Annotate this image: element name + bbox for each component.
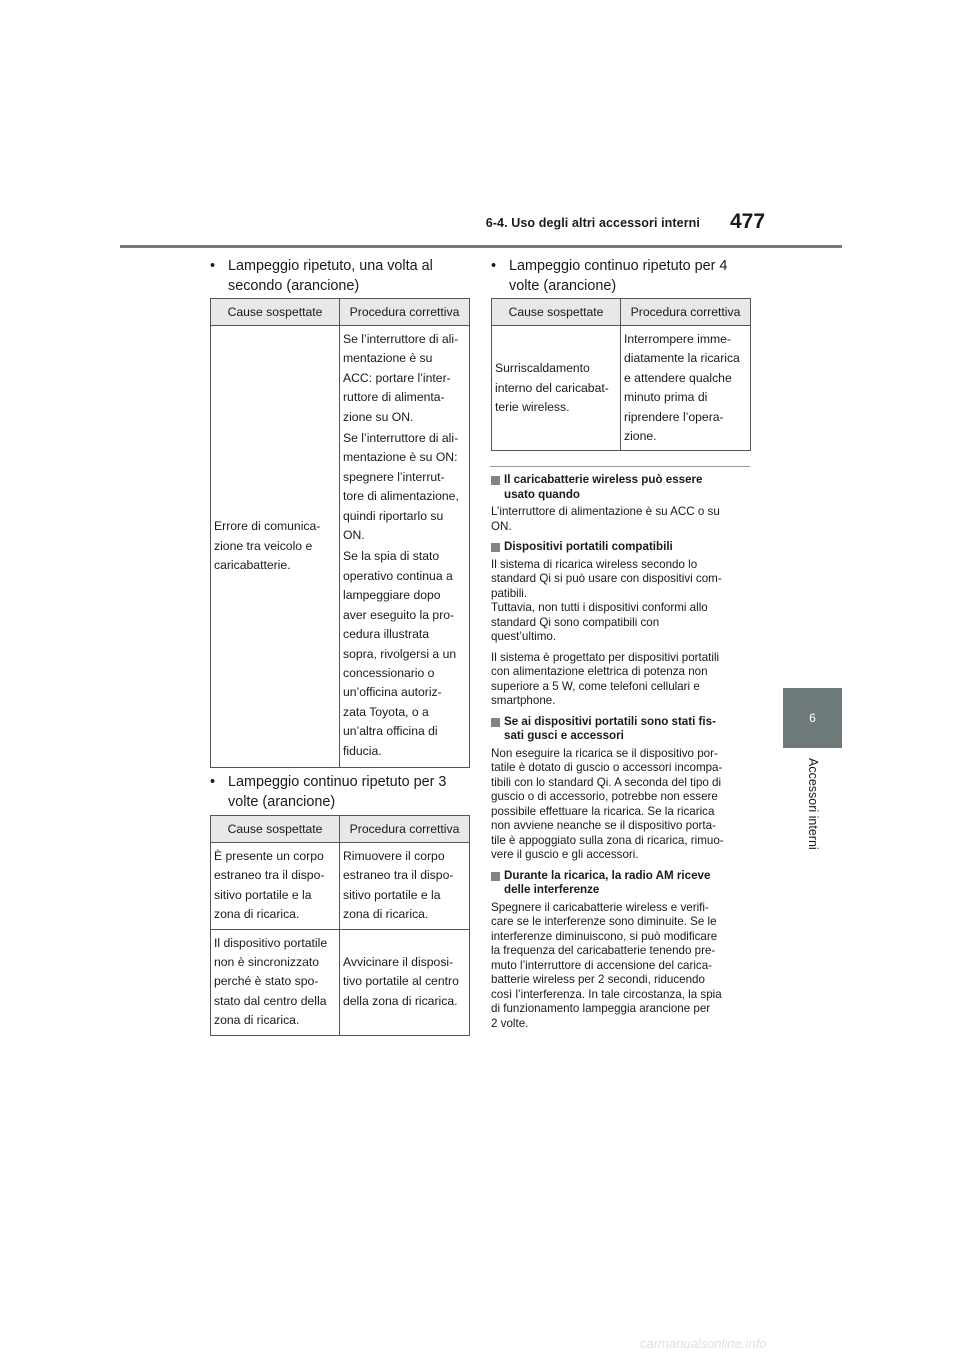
fault-table-3 (491, 298, 751, 451)
page-number: 477 (730, 210, 766, 233)
procedure-paragraph: Se l’interruttore di ali- mentazione è su ON: spegnere l’interrut- tore di alimentazione, quindi riportarlo su ON. (343, 431, 459, 543)
bullet-dot: • (491, 258, 497, 274)
bullet-item (491, 256, 753, 296)
column-header-procedure: Procedura correttiva (621, 299, 751, 326)
bullet-item (210, 772, 472, 812)
column-header-cause: Cause sospettate (492, 299, 621, 326)
bullet-dot: • (210, 258, 216, 274)
right-column (491, 256, 753, 296)
bullet-text: Lampeggio continuo ripetuto per 4 volte (arancione) (509, 258, 728, 294)
note-paragraph: Il sistema di ricarica wireless secondo lo standard Qi si può usare con dispositivi com- patibili. Tuttavia, non tutti i dispositivi conformi allo standard Qi sono compatibili con quest’ultimo. (491, 557, 722, 643)
left-column-2 (210, 772, 472, 812)
square-bullet-icon (491, 543, 500, 552)
section-title: 6-4. Uso degli altri accessori interni (485, 216, 700, 230)
fault-table-2 (210, 815, 470, 1036)
column-header-cause: Cause sospettate (211, 816, 340, 843)
cause-cell: Surriscaldamento interno del caricabat- terie wireless. (492, 326, 621, 451)
header-divider (120, 245, 842, 248)
square-bullet-icon (491, 872, 500, 881)
left-column (210, 256, 472, 296)
procedure-cell: Interrompere imme- diatamente la ricarica e attendere qualche minuto prima di riprendere l’opera- zione. (621, 326, 751, 451)
table-row (211, 929, 470, 1035)
column-header-cause: Cause sospettate (211, 299, 340, 326)
bullet-item (210, 256, 472, 296)
procedure-paragraph: Se la spia di stato operativo continua a lampeggiare dopo aver eseguito la pro- cedura illustrata sopra, rivolgersi a un concessionario o un’officina autoriz- zata Toyota, o a un’altra officina di fiducia. (343, 549, 457, 758)
procedure-cell: Avvicinare il disposi- tivo portatile al centro della zona di ricarica. (340, 929, 470, 1035)
column-header-procedure: Procedura correttiva (340, 299, 470, 326)
procedure-cell: Rimuovere il corpo estraneo tra il dispo- sitivo portatile e la zona di ricarica. (340, 843, 470, 930)
square-bullet-icon (491, 718, 500, 727)
table-row (211, 843, 470, 930)
chapter-tab: 6 (783, 688, 842, 748)
notes-divider (490, 466, 750, 467)
procedure-cell (340, 326, 470, 768)
note-paragraph: Non eseguire la ricarica se il dispositivo por- tatile è dotato di guscio o accessori incompa- tibili con lo standard Qi. A seconda del tipo di guscio o di accessorio, potrebbe non essere possibile effettuare la ricarica. Se la ricarica non avviene neanche se il dispositivo porta- tile è appoggiato sulla zona di ricarica, rimuo- vere il guscio e gli accessori. (491, 746, 724, 861)
table-row (211, 326, 470, 768)
note-heading: Durante la ricarica, la radio AM riceve delle interferenze (491, 869, 753, 898)
cause-cell: È presente un corpo estraneo tra il dispo- sitivo portatile e la zona di ricarica. (211, 843, 340, 930)
note-paragraph: L’interruttore di alimentazione è su ACC o su ON. (491, 505, 720, 533)
chapter-label: Accessori interni (806, 758, 820, 850)
note-paragraph: Spegnere il caricabatterie wireless e verifi- care se le interferenze sono diminuite. Se le interferenze diminuiscono, si può modificare la frequenza del caricabatterie tenendo pre- muto l’interruttore di accensione del carica- batterie wireless per 2 secondi, riducendo così l’interferenza. In tale circostanza, la spia di funzionamento lampeggia arancione per 2 volte. (491, 900, 722, 1030)
note-heading: Dispositivi portatili compatibili (491, 540, 753, 555)
note-heading: Se ai dispositivi portatili sono stati fis- sati gusci e accessori (491, 715, 753, 744)
square-bullet-icon (491, 476, 500, 485)
bullet-text: Lampeggio continuo ripetuto per 3 volte (arancione) (228, 774, 447, 810)
note-heading: Il caricabatterie wireless può essere usato quando (491, 473, 753, 502)
notes-section (491, 473, 753, 1037)
procedure-paragraph: Se l’interruttore di ali- mentazione è su ACC: portare l’inter- ruttore di alimenta- zione su ON. (343, 332, 459, 424)
table-row (492, 326, 751, 451)
watermark: carmanualsonline.info (640, 1336, 767, 1351)
cause-cell: Errore di comunica- zione tra veicolo e caricabatterie. (211, 326, 340, 768)
bullet-dot: • (210, 774, 216, 790)
cause-cell: Il dispositivo portatile non è sincronizzato perché è stato spo- stato dal centro della zona di ricarica. (211, 929, 340, 1035)
bullet-text: Lampeggio ripetuto, una volta al secondo (arancione) (228, 258, 433, 294)
fault-table-1 (210, 298, 470, 768)
note-paragraph: Il sistema è progettato per dispositivi portatili con alimentazione elettrica di potenza non superiore a 5 W, come telefoni cellulari e smartphone. (491, 650, 720, 707)
column-header-procedure: Procedura correttiva (340, 816, 470, 843)
